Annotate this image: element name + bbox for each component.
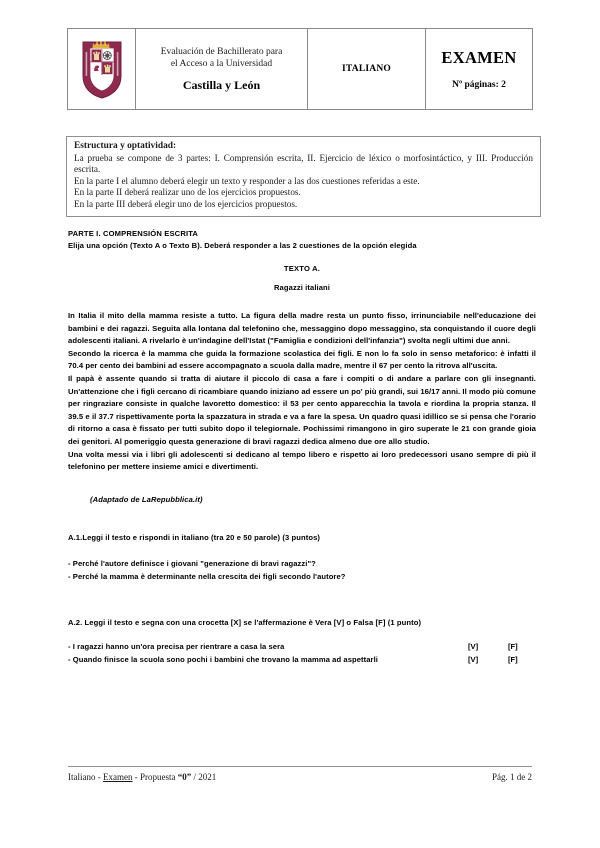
exam-title: EXAMEN (441, 48, 517, 67)
question-a1-item-2: - Perché la mamma è determinante nella crescita dei figli secondo l'autore? (68, 571, 346, 581)
footer-separator-2: - Propuesta (132, 772, 178, 782)
page-footer (68, 772, 532, 782)
question-a1-heading: A.1.Leggi il testo e rispondi in italiano (tra 20 e 50 parole) (3 puntos) (68, 532, 321, 542)
footer-separator-1: - (95, 772, 103, 782)
structure-line-2: En la parte I el alumno deberá elegir un texto y responder a las dos cuestiones referidas a este. (74, 175, 420, 186)
footer-year: / 2021 (191, 772, 217, 782)
exam-content (68, 228, 536, 666)
university-line-2: el Acceso a la Universidad (170, 59, 273, 69)
structure-line-4: En la parte III deberá elegir uno de los ejercicios propuestos. (74, 198, 298, 209)
passage-source: (Adaptado de LaRepubblica.it) (90, 494, 203, 504)
question-a1-item-1: - Perché l'autore definisce i giovani "generazione di bravi ragazzi"? (68, 559, 316, 569)
true-false-row (68, 653, 536, 666)
question-a2-block (68, 617, 536, 667)
question-a1-items (68, 558, 536, 583)
part-one-instruction: Elija una opción (Texto A o Texto B). Deberá responder a las 2 cuestiones de la opción elegida (68, 241, 417, 250)
question-a2-item-2: - Quando finisce la scuola sono pochi i bambini che trovano la mamma ad aspettarli (68, 655, 378, 665)
castilla-y-leon-coat-of-arms-icon (81, 38, 123, 100)
text-a-title: Ragazzi italiani (273, 283, 331, 292)
passage-paragraph-4: Una volta messi via i libri gli adolescenti si dedicano al tempo libero e rispetto ai loro predecessori usano sempre di più il telefonino per mettere insieme amici e divertimenti. (68, 449, 536, 472)
text-a-label: TEXTO A. (283, 264, 321, 273)
footer-divider (68, 766, 532, 767)
true-option-2[interactable]: [V] (468, 655, 479, 665)
exam-header-table (67, 28, 533, 110)
question-a1-block (68, 532, 536, 583)
university-line-1: Evaluación de Bachillerato para (160, 46, 283, 57)
false-option-1[interactable]: [F] (508, 642, 518, 652)
header-exam-cell (426, 29, 532, 109)
question-a2-items (68, 640, 536, 666)
header-subject-cell (308, 29, 426, 109)
footer-page-number: Pág. 1 de 2 (492, 772, 532, 782)
reading-passage (68, 310, 536, 474)
passage-paragraph-3: Il papà è assente quando si tratta di aiutare il piccolo di casa a fare i compiti o di andare a parlare con gli insegnanti. Un'attenzione che i figli cercano di ricambiare quando iniziano ad essere un po' più grandi, sui 16/17 anni. Il modo più comune per ringraziare consiste in qualche lavoretto domestico: il 53 per cento apparecchia la tavola e riordina la propria stanza. Il 39.5 e il 37.7 rispettivamente porta la spazzatura in strada e va a fare la spesa. Un quadro quasi idillico se si pensa che l'orario di ritorno a casa è fissato per tutti subito dopo il telegiornale. Pochissimi rimangono in giro superate le 21 con grande gioia dei genitori. Al pomeriggio questa generazione di bravi ragazzi dedica almeno due ore allo studio. (68, 373, 536, 446)
region-name: Castilla y León (182, 77, 261, 92)
subject-label: ITALIANO (342, 64, 391, 74)
footer-proposal: “0” (177, 772, 192, 782)
structure-and-options-box (66, 136, 541, 217)
footer-exam-word: Examen (103, 772, 133, 782)
footer-left-text (68, 772, 216, 782)
passage-paragraph-1: In Italia il mito della mamma resiste a tutto. La figura della madre resta un punto fisso, irrinunciabile nell'educazione dei bambini e dei ragazzi. Seguita alla lontana dal telefonino che, messaggino dopo messaggino, sta conquistando il cuore degli adolescenti italiani. A rivelarlo è un'indagine dell'Istat ("Famiglia e condizioni dell'infanzia") svolta negli ultimi due anni. (68, 311, 536, 346)
question-a2-item-1: - I ragazzi hanno un'ora precisa per rientrare a casa la sera (68, 642, 285, 652)
false-option-2[interactable]: [F] (508, 655, 518, 665)
header-university-cell (136, 29, 308, 109)
structure-line-1: La prueba se compone de 3 partes: I. Comprensión escrita, II. Ejercicio de léxico o morfosintáctico, y III. Producción escrita. (74, 152, 533, 175)
page-count-label: Nº páginas: 2 (452, 80, 506, 90)
structure-line-3: En la parte II deberá realizar uno de los ejercicios propuestos. (74, 187, 301, 198)
footer-subject: Italiano (68, 772, 96, 782)
true-option-1[interactable]: [V] (468, 642, 479, 652)
true-false-row (68, 640, 536, 653)
passage-paragraph-2: Secondo la ricerca è la mamma che guida la formazione scolastica dei figli. E non lo fa solo in senso metaforico: è infatti il 70.4 per cento dei bambini ad essere accompagnato a scuola dalla madre, mentre il 67 per cento la ritrova all'uscita. (68, 348, 536, 371)
header-logo-cell (68, 29, 136, 109)
part-one-heading: PARTE I. COMPRENSIÓN ESCRITA (68, 229, 199, 238)
question-a2-heading: A.2. Leggi il testo e segna con una crocetta [X] se l'affermazione è Vera [V] o Falsa [F] (1 punto) (68, 617, 422, 627)
structure-box-title: Estructura y optatividad: (74, 141, 177, 151)
